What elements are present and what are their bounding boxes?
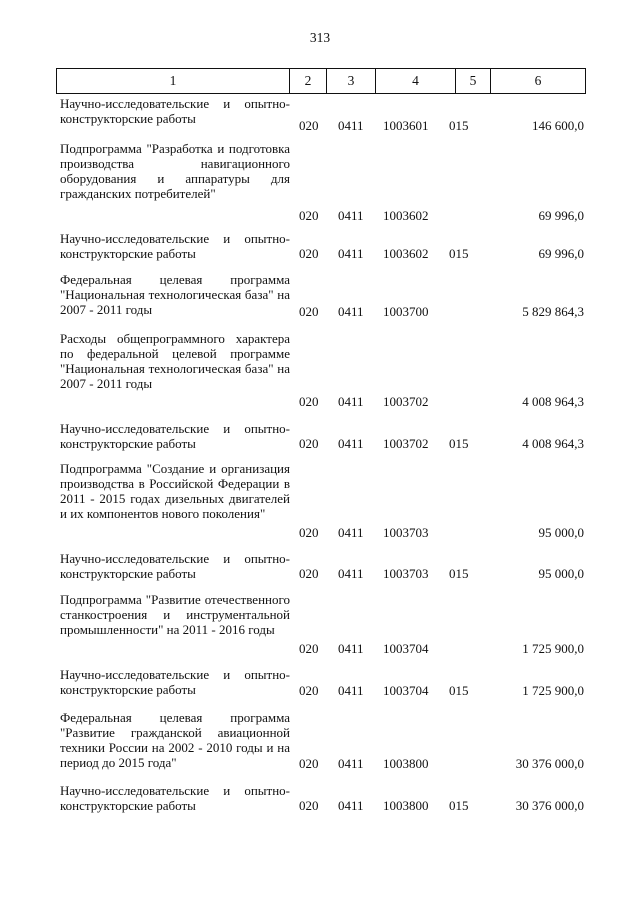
row-amount: 146 600,0	[532, 118, 584, 133]
page-number: 313	[309, 30, 331, 45]
table-row	[0, 461, 640, 551]
table-row	[0, 141, 640, 231]
row-description: Федеральная целевая программа "Национальная технологическая база" на 2007 - 2011 годы	[60, 272, 290, 317]
row-ministry-code: 020	[299, 525, 319, 540]
table-row	[0, 272, 640, 331]
table-row	[0, 783, 640, 823]
row-amount: 95 000,0	[538, 566, 584, 581]
row-description: Научно-исследовательские и опытно-конструкторские работы	[60, 551, 290, 581]
row-section-code: 0411	[338, 798, 364, 813]
row-amount: 1 725 900,0	[522, 641, 584, 656]
column-header-4: 4	[376, 69, 456, 94]
row-description: Федеральная целевая программа "Развитие гражданской авиационной техники России на 2002 - 2010 годы и на период до 2015 года"	[60, 710, 290, 770]
table-row	[0, 710, 640, 783]
column-header-3: 3	[327, 69, 376, 94]
row-section-code: 0411	[338, 394, 364, 409]
row-target-code: 1003800	[383, 756, 429, 771]
row-target-code: 1003704	[383, 641, 429, 656]
row-target-code: 1003601	[383, 118, 429, 133]
column-header-1: 1	[57, 69, 290, 94]
row-amount: 69 996,0	[538, 208, 584, 223]
row-description: Научно-исследовательские и опытно-конструкторские работы	[60, 667, 290, 697]
row-target-code: 1003702	[383, 436, 429, 451]
row-target-code: 1003702	[383, 394, 429, 409]
row-amount: 4 008 964,3	[522, 436, 584, 451]
row-section-code: 0411	[338, 436, 364, 451]
row-description: Научно-исследовательские и опытно-конструкторские работы	[60, 96, 290, 126]
row-target-code: 1003700	[383, 304, 429, 319]
table-row	[0, 592, 640, 667]
table-row	[0, 551, 640, 592]
row-expense-type: 015	[449, 683, 469, 698]
row-section-code: 0411	[338, 566, 364, 581]
row-description: Подпрограмма "Создание и организация производства в Российской Федерации в 2011 - 2015 годах дизельных двигателей и их компонентов нового поколения"	[60, 461, 290, 521]
row-section-code: 0411	[338, 304, 364, 319]
row-description: Расходы общепрограммного характера по федеральной целевой программе "Национальная технологическая база" на 2007 - 2011 годы	[60, 331, 290, 391]
row-target-code: 1003703	[383, 566, 429, 581]
row-expense-type: 015	[449, 566, 469, 581]
row-section-code: 0411	[338, 525, 364, 540]
row-expense-type: 015	[449, 798, 469, 813]
row-amount: 95 000,0	[538, 525, 584, 540]
row-expense-type: 015	[449, 436, 469, 451]
row-target-code: 1003602	[383, 208, 429, 223]
row-ministry-code: 020	[299, 246, 319, 261]
row-description: Научно-исследовательские и опытно-конструкторские работы	[60, 783, 290, 813]
row-section-code: 0411	[338, 641, 364, 656]
row-amount: 30 376 000,0	[515, 756, 584, 771]
column-header-table	[56, 68, 586, 94]
table-row	[0, 331, 640, 421]
budget-rows	[0, 96, 640, 823]
column-header-5: 5	[456, 69, 491, 94]
row-description: Подпрограмма "Развитие отечественного станкостроения и инструментальной промышленности" на 2011 - 2016 годы	[60, 592, 290, 637]
row-amount: 4 008 964,3	[522, 394, 584, 409]
row-ministry-code: 020	[299, 436, 319, 451]
row-ministry-code: 020	[299, 118, 319, 133]
table-row	[0, 421, 640, 461]
table-row	[0, 667, 640, 710]
row-ministry-code: 020	[299, 208, 319, 223]
row-ministry-code: 020	[299, 641, 319, 656]
row-section-code: 0411	[338, 118, 364, 133]
row-target-code: 1003703	[383, 525, 429, 540]
row-ministry-code: 020	[299, 566, 319, 581]
row-target-code: 1003704	[383, 683, 429, 698]
row-target-code: 1003602	[383, 246, 429, 261]
row-section-code: 0411	[338, 756, 364, 771]
row-ministry-code: 020	[299, 683, 319, 698]
row-ministry-code: 020	[299, 394, 319, 409]
row-amount: 1 725 900,0	[522, 683, 584, 698]
row-section-code: 0411	[338, 208, 364, 223]
row-target-code: 1003800	[383, 798, 429, 813]
row-expense-type: 015	[449, 246, 469, 261]
column-header-row	[57, 69, 586, 94]
row-amount: 69 996,0	[538, 246, 584, 261]
row-ministry-code: 020	[299, 798, 319, 813]
row-ministry-code: 020	[299, 304, 319, 319]
row-amount: 5 829 864,3	[522, 304, 584, 319]
row-section-code: 0411	[338, 683, 364, 698]
row-description: Научно-исследовательские и опытно-конструкторские работы	[60, 421, 290, 451]
column-header-6: 6	[491, 69, 586, 94]
column-header-2: 2	[290, 69, 327, 94]
table-row	[0, 96, 640, 141]
row-description: Научно-исследовательские и опытно-конструкторские работы	[60, 231, 290, 261]
row-amount: 30 376 000,0	[515, 798, 584, 813]
table-row	[0, 231, 640, 272]
row-description: Подпрограмма "Разработка и подготовка производства навигационного оборудования и аппаратуры для гражданских потребителей"	[60, 141, 290, 201]
row-ministry-code: 020	[299, 756, 319, 771]
row-expense-type: 015	[449, 118, 469, 133]
row-section-code: 0411	[338, 246, 364, 261]
